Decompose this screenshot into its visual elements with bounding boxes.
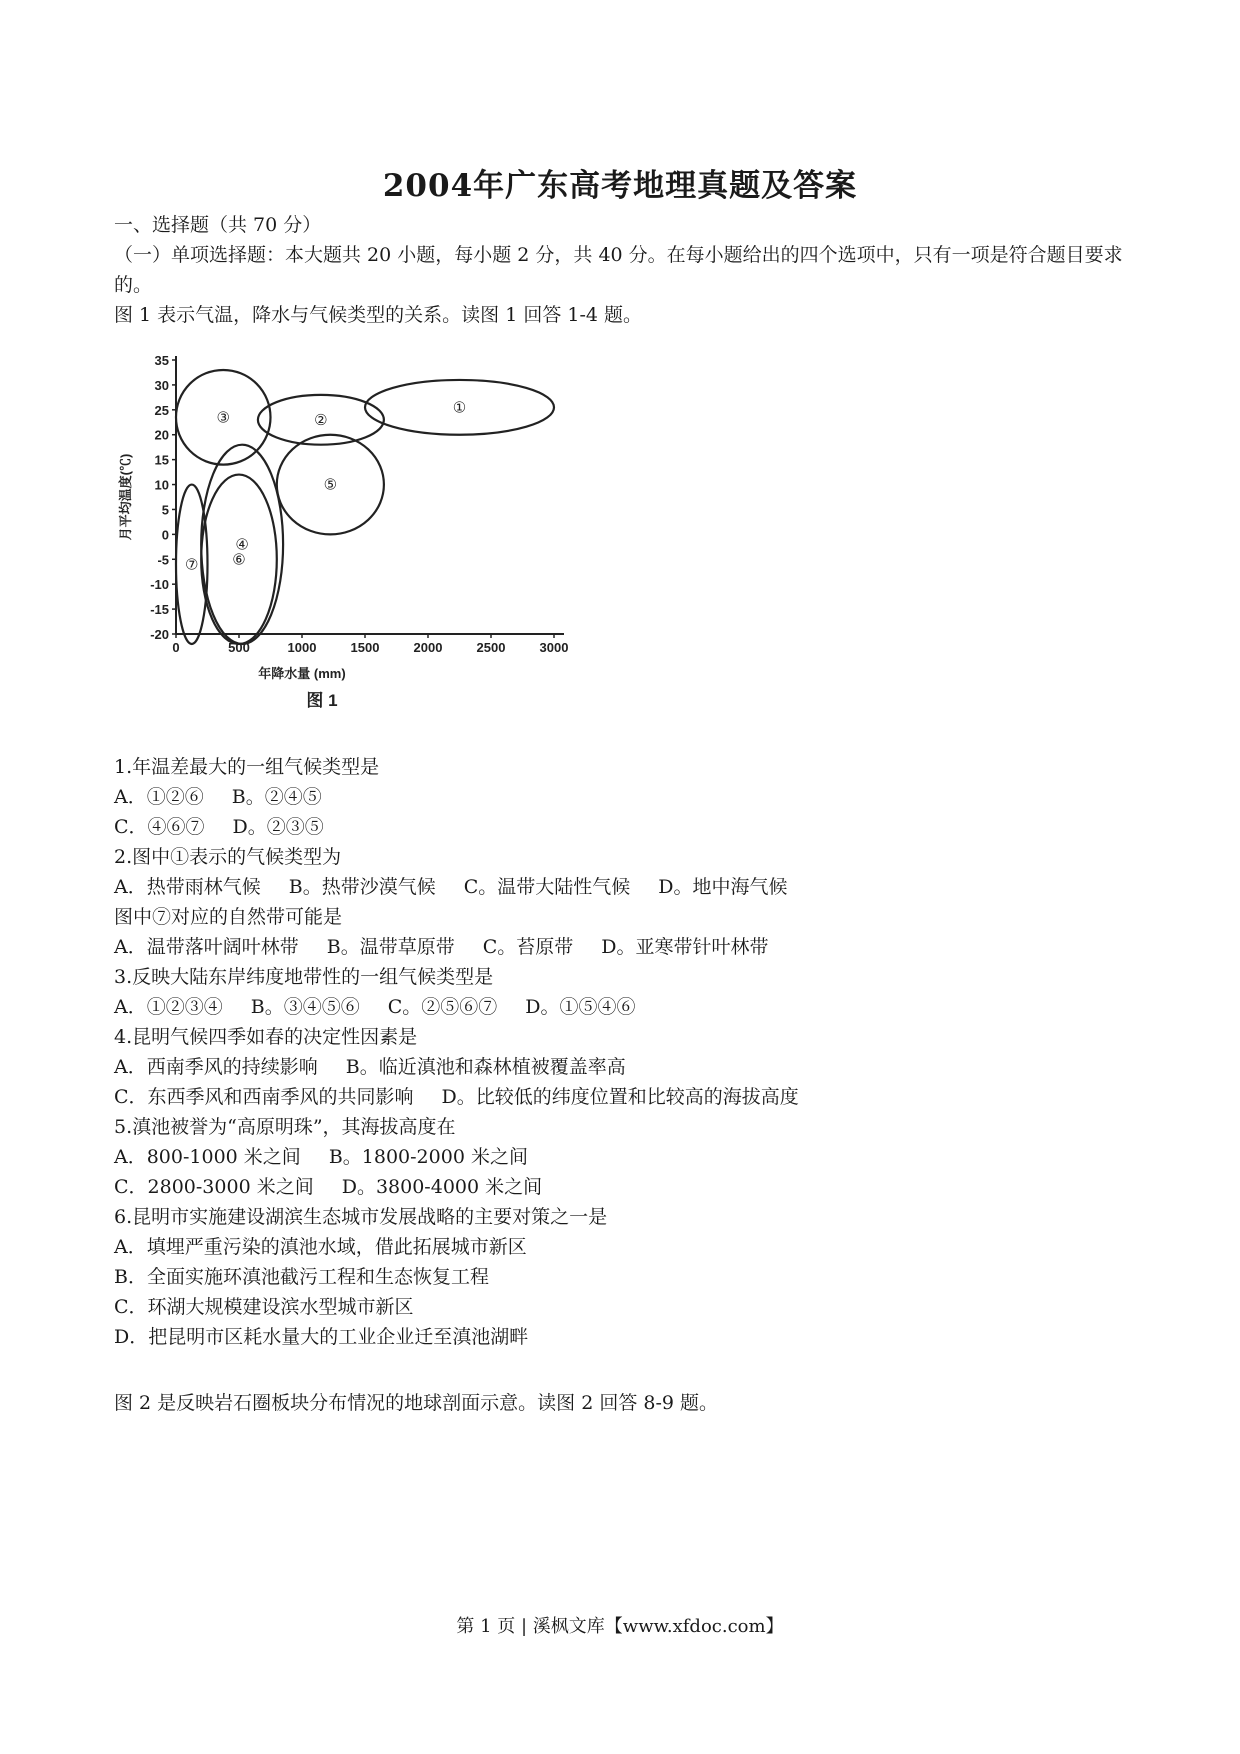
figure1-intro: 图 1 表示气温，降水与气候类型的关系。读图 1 回答 1-4 题。 (114, 304, 643, 326)
answer-option: A．800-1000 米之间 (114, 1146, 301, 1168)
answer-option: B．全面实施环滇池截污工程和生态恢复工程 (114, 1266, 489, 1288)
figure2-intro: 图 2 是反映岩石圈板块分布情况的地球剖面示意。读图 2 回答 8-9 题。 (114, 1392, 719, 1414)
options-row (114, 1232, 1129, 1262)
climate-region-label: ④ (235, 536, 249, 554)
question-stem: 4.昆明气候四季如春的决定性因素是 (114, 1026, 418, 1048)
answer-option: C。苔原带 (482, 936, 574, 958)
x-tick-label: 2000 (413, 640, 443, 655)
climate-region-label: ⑥ (232, 551, 246, 569)
options-row (114, 1052, 1129, 1082)
answer-option: D。3800-4000 米之间 (341, 1176, 543, 1198)
section-heading: 一、选择题（共 70 分） (114, 214, 322, 236)
answer-option: B。③④⑤⑥ (250, 996, 360, 1018)
question-stem: 1.年温差最大的一组气候类型是 (114, 756, 380, 778)
question-list (114, 752, 1129, 1352)
y-tick-label: -5 (157, 552, 169, 568)
answer-option: C．④⑥⑦ (114, 816, 205, 838)
question-stem: 6.昆明市实施建设湖滨生态城市发展战略的主要对策之一是 (114, 1206, 608, 1228)
answer-option: C。②⑤⑥⑦ (387, 996, 498, 1018)
question-stem: 图中⑦对应的自然带可能是 (114, 906, 343, 928)
y-tick-label: 30 (154, 377, 169, 393)
climate-region-label: ⑤ (323, 476, 338, 494)
climate-chart-svg (114, 342, 634, 742)
options-row (114, 932, 1129, 962)
x-tick-label: 2500 (476, 640, 506, 655)
x-tick-label: 500 (228, 640, 250, 655)
answer-option: B。②④⑤ (231, 786, 322, 808)
options-row (114, 872, 1129, 902)
answer-option: C．2800-3000 米之间 (114, 1176, 314, 1198)
question-stem: 5.滇池被誉为“高原明珠”，其海拔高度在 (114, 1116, 456, 1138)
y-tick-label: 25 (154, 402, 169, 418)
options-row (114, 812, 1129, 842)
y-tick-label: 0 (161, 527, 169, 543)
x-tick-label: 0 (172, 640, 180, 655)
x-tick-label: 3000 (539, 640, 569, 655)
answer-option: B。1800-2000 米之间 (328, 1146, 528, 1168)
y-tick-label: 5 (161, 502, 169, 518)
answer-option: A．西南季风的持续影响 (114, 1056, 318, 1078)
answer-option: A．热带雨林气候 (114, 876, 261, 898)
y-tick-label: -20 (150, 627, 169, 642)
y-tick-label: 10 (154, 477, 169, 493)
answer-option: A．填埋严重污染的滇池水域，借此拓展城市新区 (114, 1236, 527, 1258)
answer-option: B。热带沙漠气候 (288, 876, 436, 898)
answer-option: D．把昆明市区耗水量大的工业企业迁至滇池湖畔 (114, 1326, 529, 1348)
question-stem: 3.反映大陆东岸纬度地带性的一组气候类型是 (114, 966, 494, 988)
answer-option: C。温带大陆性气候 (463, 876, 631, 898)
options-row (114, 1262, 1129, 1292)
answer-option: B。临近滇池和森林植被覆盖率高 (345, 1056, 626, 1078)
answer-option: B。温带草原带 (326, 936, 455, 958)
options-row (114, 1322, 1129, 1352)
climate-region-label: ⑦ (185, 556, 199, 574)
intro-block (114, 210, 1129, 330)
x-tick-label: 1500 (350, 640, 380, 655)
answer-option: D。亚寒带针叶林带 (601, 936, 769, 958)
options-row (114, 1292, 1129, 1322)
y-tick-label: 15 (154, 452, 169, 468)
answer-option: A．温带落叶阔叶林带 (114, 936, 299, 958)
climate-region-label: ① (452, 399, 467, 417)
answer-option: D。地中海气候 (658, 876, 788, 898)
answer-option: D。②③⑤ (232, 816, 324, 838)
y-axis-label: 月平均温度(℃) (118, 453, 133, 541)
question-stem: 2.图中①表示的气候类型为 (114, 846, 342, 868)
options-row (114, 782, 1129, 812)
page-footer: 第 1 页 | 溪枫文库【www.xfdoc.com】 (456, 1616, 784, 1637)
options-row (114, 1142, 1129, 1172)
answer-option: A．①②③④ (114, 996, 223, 1018)
y-tick-label: 35 (154, 353, 169, 368)
options-row (114, 1172, 1129, 1202)
page-title: 2004年广东高考地理真题及答案 (382, 168, 858, 204)
figure-caption: 图 1 (306, 691, 338, 710)
answer-option: D。比较低的纬度位置和比较高的海拔高度 (441, 1086, 799, 1108)
options-row (114, 1082, 1129, 1112)
climate-region-label: ② (314, 411, 328, 429)
answer-option: D。①⑤④⑥ (525, 996, 636, 1018)
y-tick-label: -15 (150, 602, 169, 618)
x-axis-label: 年降水量 (mm) (258, 666, 346, 681)
y-tick-label: 20 (154, 427, 169, 443)
climate-region-label: ③ (216, 409, 230, 427)
answer-option: C．东西季风和西南季风的共同影响 (114, 1086, 414, 1108)
options-row (114, 992, 1129, 1022)
answer-option: A．①②⑥ (114, 786, 204, 808)
y-tick-label: -10 (150, 577, 169, 593)
x-tick-label: 1000 (287, 640, 317, 655)
section-instructions: （一）单项选择题：本大题共 20 小题，每小题 2 分，共 40 分。在每小题给出的四个选项中，只有一项是符合题目要求的。 (114, 244, 1123, 296)
answer-option: C．环湖大规模建设滨水型城市新区 (114, 1296, 414, 1318)
figure-1-chart (114, 342, 634, 742)
